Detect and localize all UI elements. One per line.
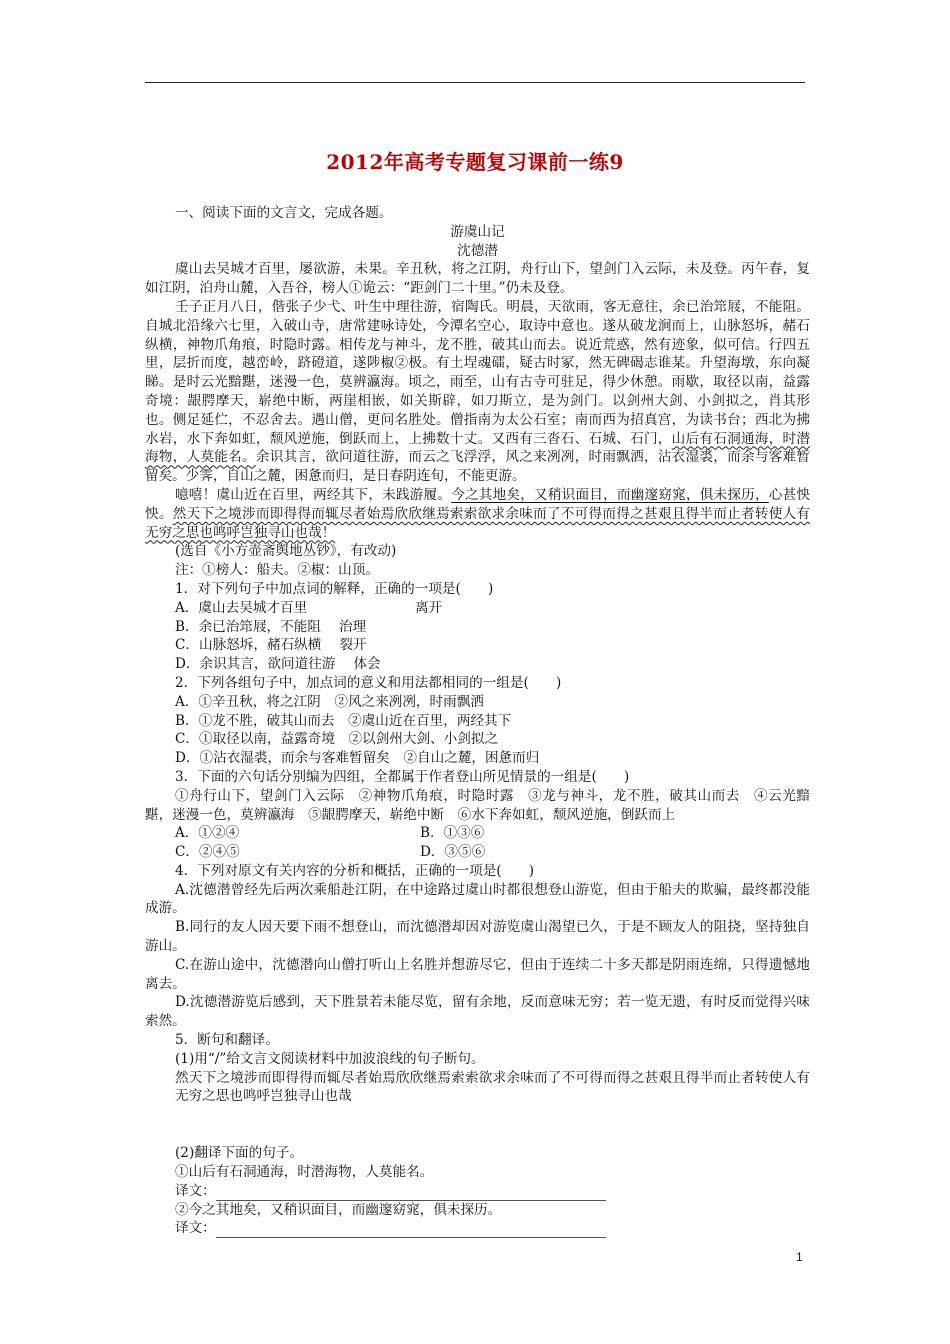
question-1-option-d: D．余识其言，欲问道往游 体会: [175, 656, 381, 673]
question-3-options-row-2: [145, 843, 810, 862]
essay-paragraph-3: [145, 486, 810, 542]
question-2-option-b: B．①龙不胜，破其山而去 ②虞山近在百里，两经其下: [175, 712, 512, 729]
wavy-underlined-sentence-2: 然天下之境涉而即得得而辄尽者始焉欣欣继焉索索欲求余味而了不可得而得之甚艰且得半而止者转使人有无穷之思也鸣呼岂独寻山也哉！: [145, 505, 811, 541]
essay-note: 注：①榜人：船夫。②椒：山顶。: [175, 562, 379, 579]
question-4-option-d: D.沈德潜游览后感到，天下胜景若未能尽览，留有余地，反而意味无穷；若一览无遗，有时反而觉得兴味索然。: [145, 994, 810, 1030]
question-5-stem: 5．断句和翻译。: [175, 1032, 279, 1049]
question-5-sentence-1: ①山后有石洞通海，时潜海物，人莫能名。: [175, 1164, 434, 1181]
question-5-part-1-stem: (1)用“/”给文言文阅读材料中加波浪线的句子断句。: [175, 1050, 485, 1067]
question-3-option-d: D．③⑤⑥: [420, 844, 486, 861]
question-3-stem: 3．下面的六句话分别编为四组，全都属于作者登山所见情景的一组是( ): [175, 768, 630, 785]
answer-space: [145, 1106, 810, 1144]
translation-line-2: 译文：: [145, 1219, 810, 1238]
essay-title: 游虞山记: [450, 223, 505, 240]
question-2-option-d: D．①沾衣湿裘，而余与客难暂留矣 ②自山之麓，困惫而归: [175, 750, 540, 767]
question-5-part-2-stem: (2)翻译下面的句子。: [175, 1145, 304, 1162]
underlined-sentence: 今之其地矣，又稍识面目，而幽邃窈窕，俱未探历，: [451, 486, 769, 503]
document-body: [145, 204, 810, 1238]
question-1-option-b: B．余已治筇屐，不能阻 治理: [175, 618, 367, 635]
section-heading: 一、阅读下面的文言文，完成各题。: [175, 205, 393, 221]
question-3-items: ①舟行山下，望剑门入云际 ②神物爪角痕，时隐时露 ③龙与神斗，龙不胜，破其山而去 ④云光黯黮，迷漫一色，莫辨瀛海 ⑤龈腭摩天，崭绝中断 ⑥水下奔如虹，颓风逆施，倒跃而上: [145, 787, 810, 823]
question-2-option-a: A．①辛丑秋，将之江阴 ②风之来冽冽，时雨飘洒: [175, 693, 484, 710]
essay-source: (选自《小方壶斋舆地丛钞》，有改动): [175, 543, 397, 560]
essay-paragraph-2-part-b: 余识其言，欲问道往游，而云之飞浮浮，风之来冽冽，时雨飘洒，沾衣湿裘，而余与客难暂留矣。少霁，自山之麓，困惫而归，是日春阴连旬，不能更游。: [145, 449, 811, 485]
question-1-stem: 1．对下列句子中加点词的解释，正确的一项是( ): [175, 580, 494, 597]
essay-paragraph-3-part-b: 心甚怏怏。: [145, 486, 811, 522]
question-2-option-c: C．①取径以南，益露奇境 ②以剑州大剑、小剑拟之: [175, 731, 499, 748]
essay-author: 沈德潜: [457, 242, 498, 259]
question-4-option-b: B.同行的友人因天要下雨不想登山，而沈德潜却因对游览虞山渴望已久，于是不顾友人的阻挠，坚持独自游山。: [145, 919, 810, 955]
answer-blank-2[interactable]: [216, 1223, 606, 1238]
essay-paragraph-2-part-a: 壬子正月八日，偕张子少弋、叶生中理往游，宿陶氏。明晨，天欲雨，客无意往，余已治筇屐，不能阻。自城北沿缘六七里，入破山寺，唐常建咏诗处，今潭名空心，取诗中意也。遂从破龙涧而上，山脉怒坼，赭石纵横，神物爪角痕，时隐时露。相传龙与神斗，龙不胜，破其山而去。说近荒惑，然有迹象，似可信。行四五里，层折而度，越峦岭，跻磴道，遂陟椒②极。有土埕魂礌，疑古时冢，然无碑碣志谁某。升望海墩，东向凝睇。是时云光黯黮，迷漫一色，莫辨瀛海。顷之，雨至，山有古寺可驻足，得少休憩。雨歇，取径以南，益露奇境：龈腭摩天，崭绝中断，两崖相嵌，如关斯辟，如刀斯立，是为剑门。以剑州大剑、小剑拟之，肖其形也。侧足延伫，不忍舍去。遇山僧，更问名胜处。僧指南为太公石室；南而西为招真宫，为读书台；西北为拂水岩，水下奔如虹，颓风逆施，倒跃而上，上拂数十丈。又西有三沓石、石城、石门，: [145, 298, 810, 447]
essay-paragraph-2: [145, 298, 810, 486]
question-4-option-a: A.沈德潜曾经先后两次乘船赴江阴，在中途路过虞山时都很想登山游览，但由于船夫的欺骗，最终都没能成游。: [145, 881, 810, 917]
question-2-stem: 2．下列各组句子中，加点词的意义和用法都相同的一组是( ): [175, 674, 562, 691]
question-4-option-c: C.在游山途中，沈德潜向山僧打听山上名胜并想游尽它，但由于连续二十多天都是阴雨连绵，只得遗憾地离去。: [145, 956, 810, 992]
page-title: 2012年高考专题复习课前一练9: [326, 150, 624, 174]
question-5-sentence-2: ②今之其地矣，又稍识面目，而幽邃窈窕，俱未探历。: [175, 1201, 502, 1218]
question-3-option-a: A．①②④: [175, 825, 240, 842]
answer-blank-1[interactable]: [216, 1186, 606, 1201]
question-1-option-c: C．山脉怒坼，赭石纵横 裂开: [175, 637, 367, 654]
question-1-option-a: A．虞山去吴城才百里 离开: [175, 599, 443, 616]
question-5-part-1-text: 然天下之境涉而即得得而辄尽者始焉欣欣继焉索索欲求余味而了不可得而得之甚艰且得半而止者转使人有无穷之思也鸣呼岂独寻山也哉: [175, 1069, 810, 1105]
wavy-underlined-sentence-1: 山后有石洞通海，时潜海物，人莫能名。: [145, 430, 811, 466]
header-rule: [145, 82, 805, 83]
question-4-stem: 4．下列对原文有关内容的分析和概括，正确的一项是( ): [175, 862, 535, 879]
question-3-option-c: C．②④⑤: [175, 844, 240, 861]
question-3-options-row-1: [145, 824, 810, 843]
question-3-option-b: B．①③⑥: [420, 825, 485, 842]
translation-line-1: 译文：: [145, 1182, 810, 1201]
page-number: 1: [796, 1250, 803, 1264]
essay-paragraph-3-part-a: 噫嘻！虞山近在百里，两经其下，未践游履。: [175, 486, 452, 503]
essay-paragraph-1: 虞山去吴城才百里，屡欲游，未果。辛丑秋，将之江阴，舟行山下，望剑门入云际，未及登。丙午春，复如江阴，泊舟山麓，入吾谷，榜人①诡云：“距剑门二十里。”仍未及登。: [145, 261, 810, 297]
